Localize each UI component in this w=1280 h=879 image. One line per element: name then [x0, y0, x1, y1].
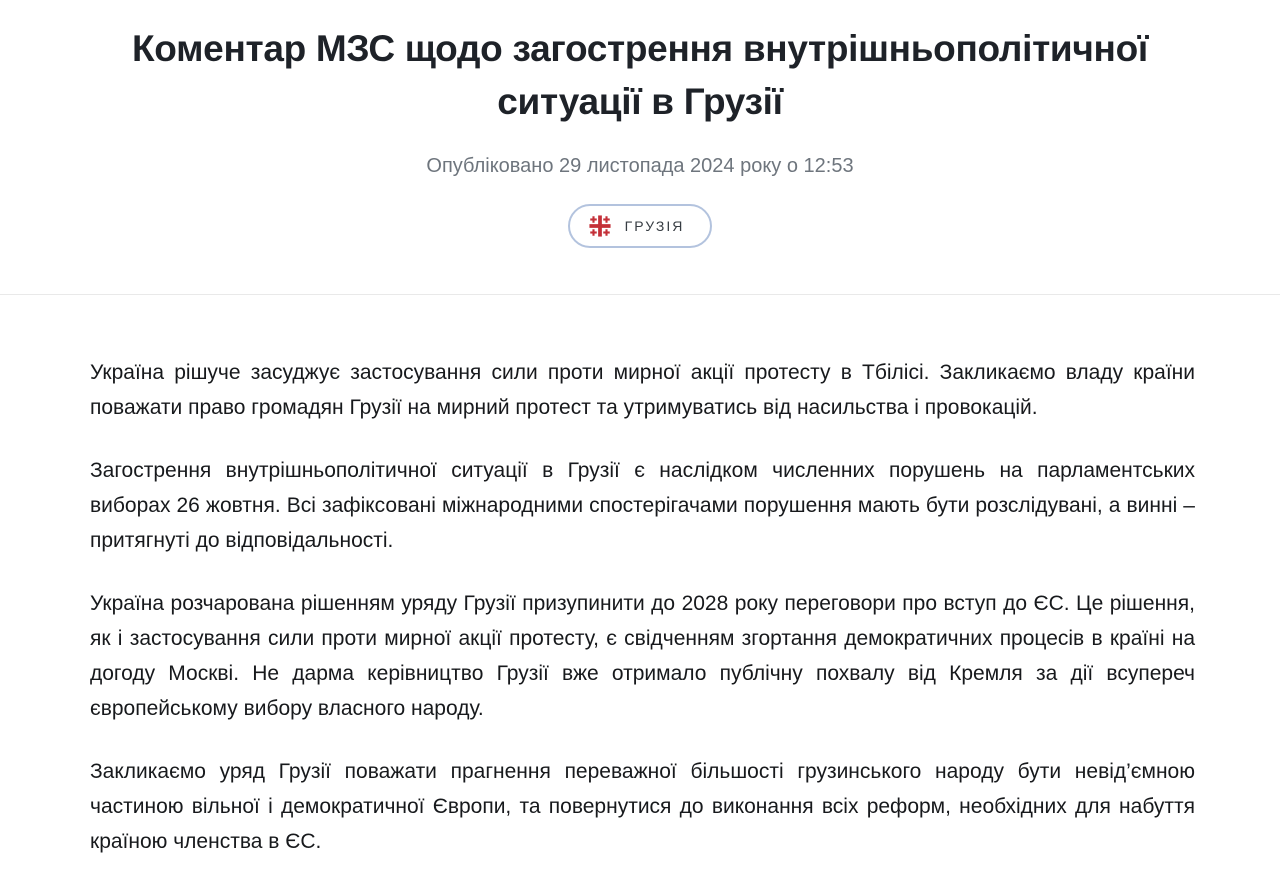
georgia-flag-icon [587, 213, 613, 239]
article-header [0, 0, 1280, 248]
section-divider [0, 294, 1280, 295]
article-paragraph: Закликаємо уряд Грузії поважати прагнення переважної більшості грузинського народу бути невід’ємною частиною вільної і демократичної Європи, та повернутися до виконання всіх реформ, необхідних для набуття країною членства в ЄС. [90, 760, 1195, 853]
page-title: Коментар МЗС щодо загострення внутрішньополітичної ситуації в Грузії [132, 28, 1148, 122]
article-paragraph: Україна рішуче засуджує застосування сили проти мирної акції протесту в Тбілісі. Закликаємо владу країни поважати право громадян Грузії на мирний протест та утримуватись від насильства і провокацій. [90, 361, 1195, 419]
article-body [90, 355, 1195, 879]
tag-label: ГРУЗІЯ [624, 218, 685, 234]
tag-georgia[interactable] [568, 204, 713, 248]
article-paragraph: Україна розчарована рішенням уряду Грузії призупинити до 2028 року переговори про вступ до ЄС. Це рішення, як і застосування сили проти мирної акції протесту, є свідченням згортання демократичних процесів в країні на догоду Москві. Не дарма керівництво Грузії вже отримало публічну похвалу від Кремля за дії всупереч європейському вибору власного народу. [90, 592, 1195, 720]
publish-date: Опубліковано 29 листопада 2024 року о 12:53 [426, 155, 854, 177]
article-paragraph: Загострення внутрішньополітичної ситуації в Грузії є наслідком численних порушень на парламентських виборах 26 жовтня. Всі зафіксовані міжнародними спостерігачами порушення мають бути розслідувані, а винні – притягнуті до відповідальності. [90, 459, 1195, 552]
tag-row [0, 204, 1280, 248]
